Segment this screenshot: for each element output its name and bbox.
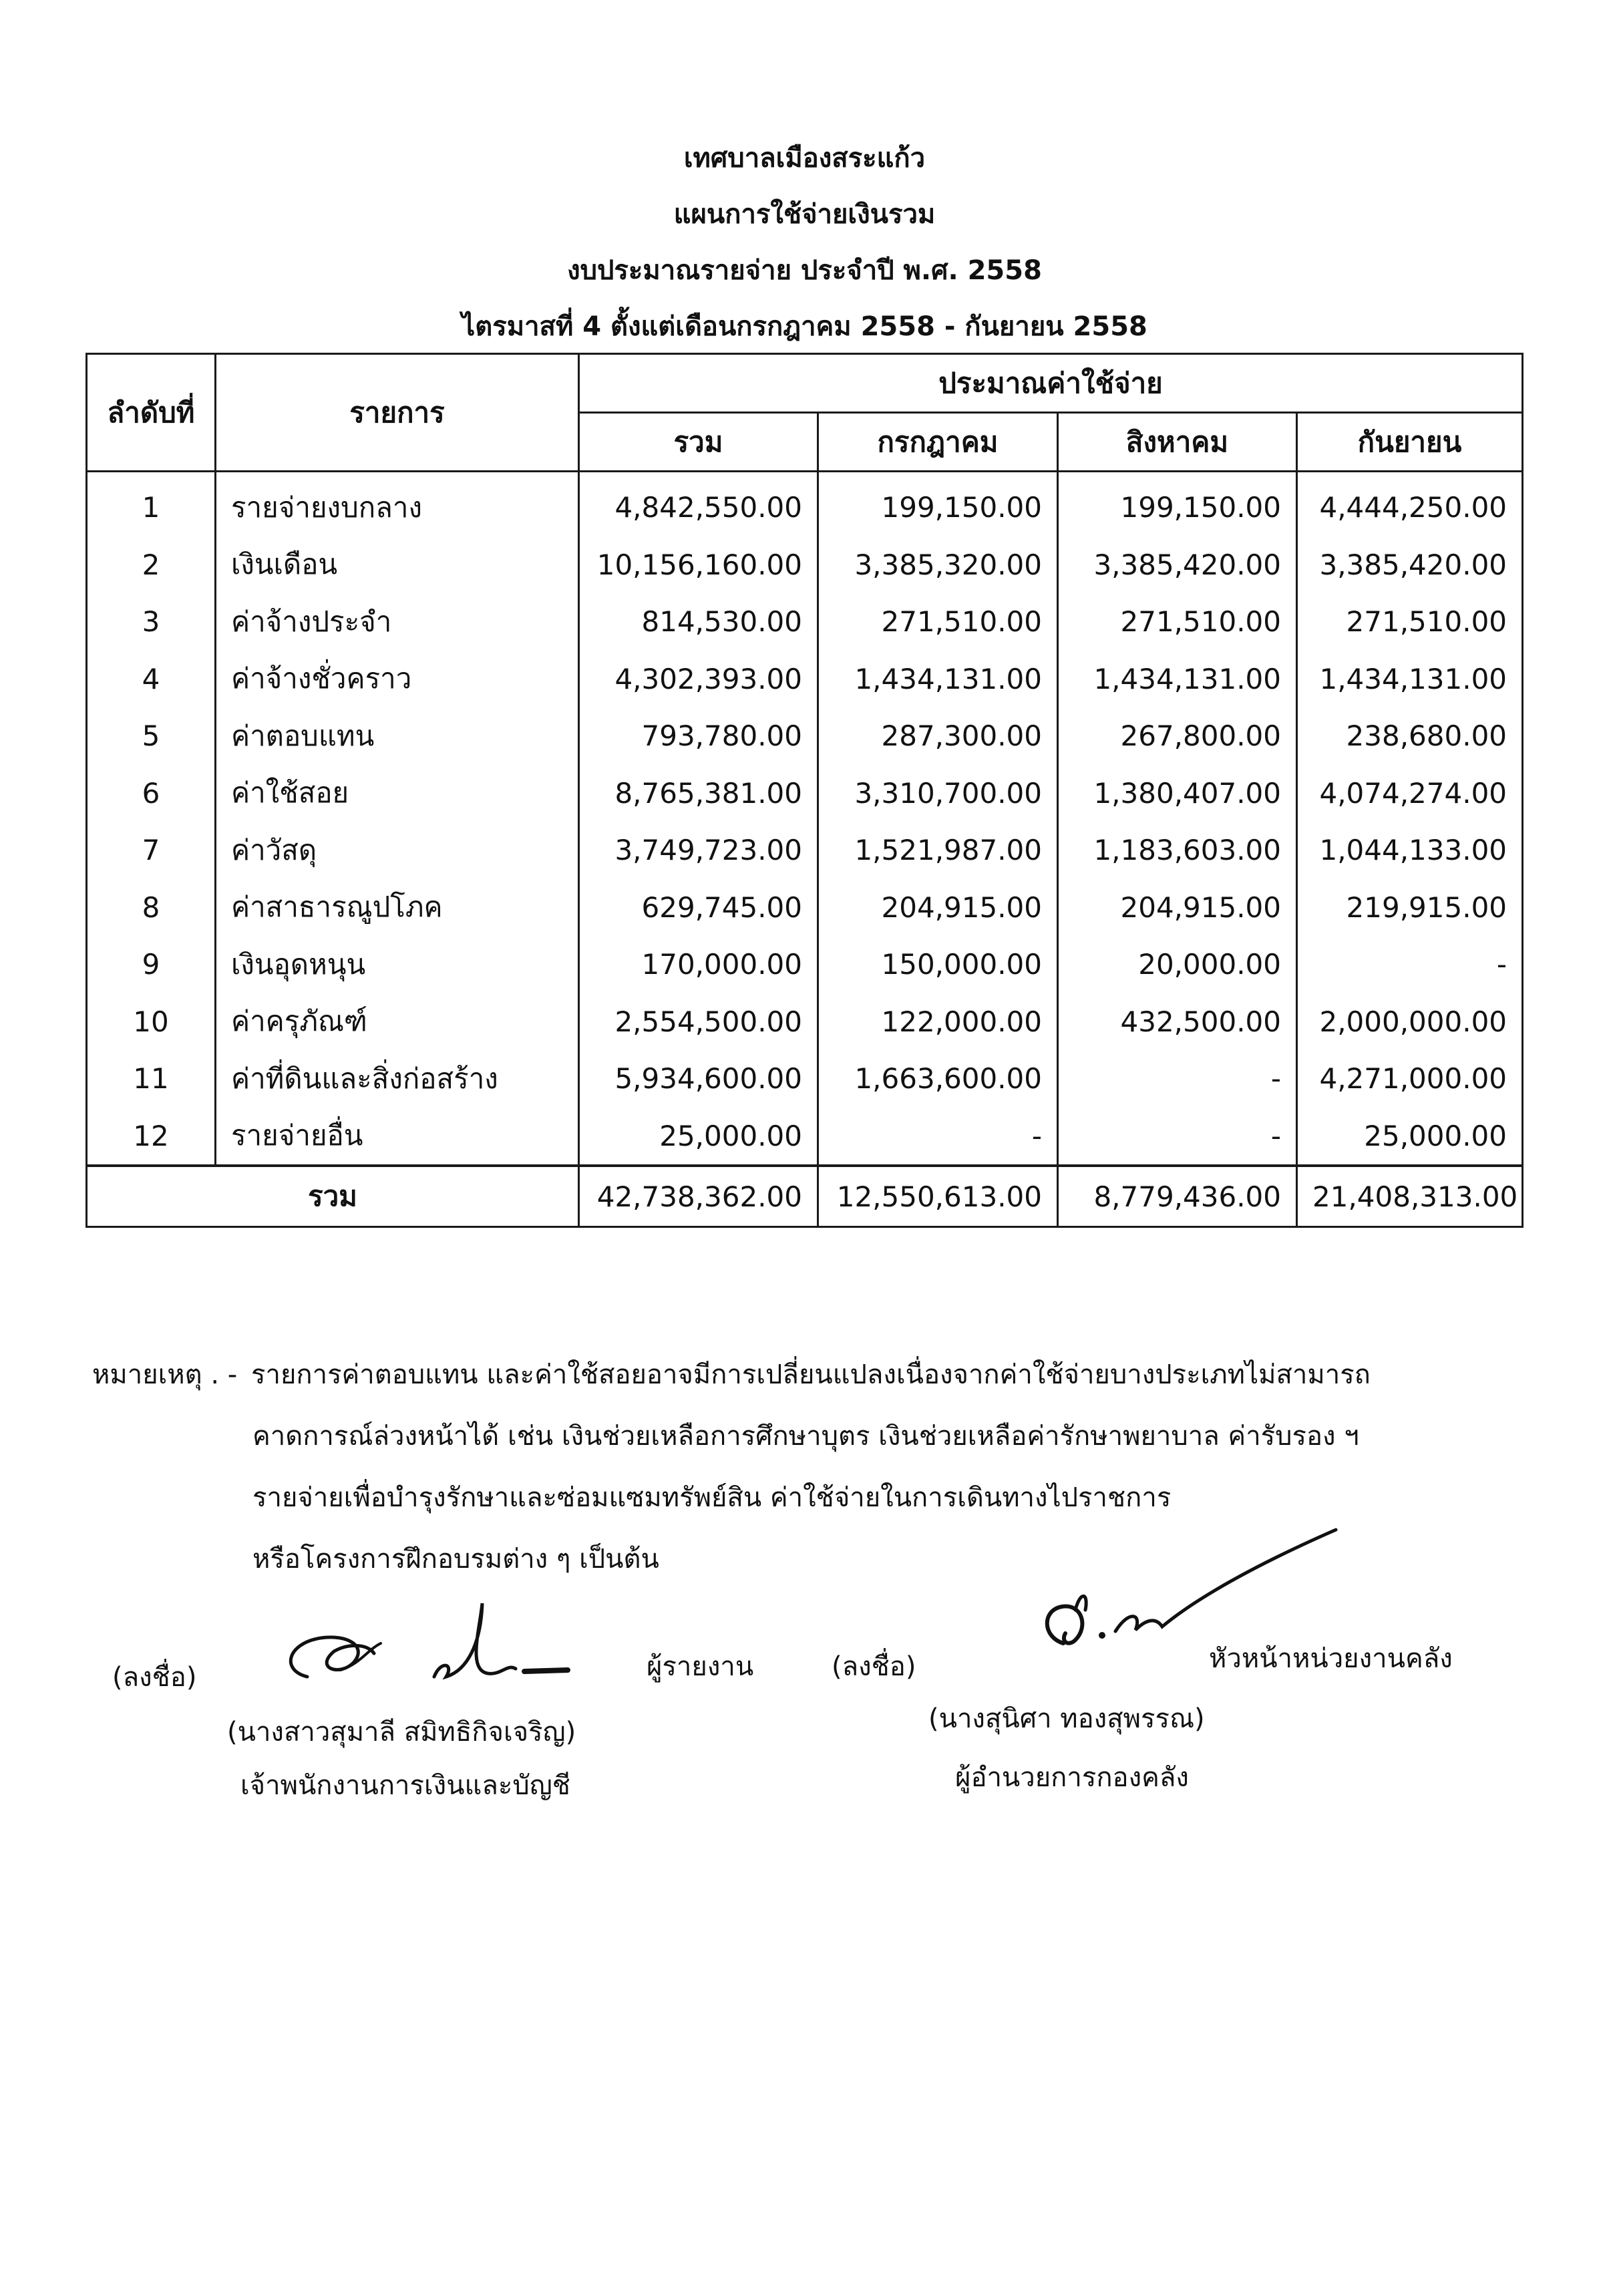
row-july: - [818,1108,1058,1166]
row-total: 629,745.00 [579,879,818,937]
row-september: 271,510.00 [1297,593,1523,651]
table-body [87,472,1523,1166]
budget-title: งบประมาณรายจ่าย ประจำปี พ.ศ. 2558 [567,255,1042,286]
col-header-september: กันยายน [1297,413,1523,472]
row-number: 9 [87,936,216,993]
left-signature-icon [267,1590,588,1710]
plan-title: แผนการใช้จ่ายเงินรวม [673,199,936,230]
row-total: 25,000.00 [579,1108,818,1166]
row-number: 7 [87,822,216,879]
left-role-label: ผู้รายงาน [647,1651,754,1682]
row-item: ค่าจ้างประจำ [216,593,579,651]
col-header-total: รวม [579,413,818,472]
row-august: 199,150.00 [1058,472,1297,536]
row-number: 12 [87,1108,216,1166]
left-signer-position: เจ้าพนักงานการเงินและบัญชี [240,1770,570,1801]
total-september: 21,408,313.00 [1297,1166,1523,1227]
remark-line-3: รายจ่ายเพื่อบำรุงรักษาและซ่อมแซมทรัพย์สิน ค่าใช้จ่ายในการเดินทางไปราชการ [252,1482,1172,1513]
table-row [87,651,1523,708]
table-row [87,1050,1523,1108]
right-signer-position: ผู้อำนวยการกองคลัง [955,1762,1189,1793]
col-header-july: กรกฎาคม [818,413,1058,472]
row-number: 8 [87,879,216,937]
row-july: 122,000.00 [818,993,1058,1051]
row-september: 2,000,000.00 [1297,993,1523,1051]
table-row [87,536,1523,594]
row-august: 20,000.00 [1058,936,1297,993]
row-number: 6 [87,765,216,822]
table-row [87,1108,1523,1166]
row-august: - [1058,1108,1297,1166]
row-total: 4,302,393.00 [579,651,818,708]
row-september: 4,074,274.00 [1297,765,1523,822]
row-total: 10,156,160.00 [579,536,818,594]
row-july: 204,915.00 [818,879,1058,937]
table-row [87,707,1523,765]
row-september: 3,385,420.00 [1297,536,1523,594]
row-item: ค่าครุภัณฑ์ [216,993,579,1051]
row-september: 238,680.00 [1297,707,1523,765]
row-july: 1,521,987.00 [818,822,1058,879]
col-header-item: รายการ [216,354,579,472]
row-july: 1,434,131.00 [818,651,1058,708]
remark-line-2: คาดการณ์ล่วงหน้าได้ เช่น เงินช่วยเหลือการศึกษาบุตร เงินช่วยเหลือค่ารักษาพยาบาล ค่ารับรอง ฯ [252,1421,1359,1452]
row-september: 219,915.00 [1297,879,1523,937]
row-number: 1 [87,472,216,536]
row-july: 3,310,700.00 [818,765,1058,822]
document-header [0,130,1609,355]
total-row [87,1166,1523,1227]
row-item: ค่าสาธารณูปโภค [216,879,579,937]
col-header-august: สิงหาคม [1058,413,1297,472]
table-row [87,593,1523,651]
row-number: 10 [87,993,216,1051]
row-july: 199,150.00 [818,472,1058,536]
row-august: 3,385,420.00 [1058,536,1297,594]
row-number: 3 [87,593,216,651]
table-row [87,765,1523,822]
row-july: 150,000.00 [818,936,1058,993]
row-august: - [1058,1050,1297,1108]
row-item: เงินเดือน [216,536,579,594]
col-header-group: ประมาณค่าใช้จ่าย [579,354,1523,413]
right-sign-prefix: (ลงชื่อ) [832,1651,916,1682]
row-total: 170,000.00 [579,936,818,993]
right-role-label: หัวหน้าหน่วยงานคลัง [1209,1643,1453,1674]
row-september: 1,434,131.00 [1297,651,1523,708]
col-header-no: ลำดับที่ [87,354,216,472]
total-august: 8,779,436.00 [1058,1166,1297,1227]
row-total: 8,765,381.00 [579,765,818,822]
grand-total: 42,738,362.00 [579,1166,818,1227]
row-item: เงินอุดหนุน [216,936,579,993]
row-september: - [1297,936,1523,993]
row-number: 2 [87,536,216,594]
row-august: 267,800.00 [1058,707,1297,765]
row-september: 25,000.00 [1297,1108,1523,1166]
row-number: 11 [87,1050,216,1108]
row-item: ค่าจ้างชั่วคราว [216,651,579,708]
row-july: 1,663,600.00 [818,1050,1058,1108]
row-item: รายจ่ายอื่น [216,1108,579,1166]
right-signer-name: (นางสุนิศา ทองสุพรรณ) [928,1703,1205,1734]
row-august: 204,915.00 [1058,879,1297,937]
row-september: 1,044,133.00 [1297,822,1523,879]
row-number: 4 [87,651,216,708]
row-august: 1,183,603.00 [1058,822,1297,879]
row-total: 814,530.00 [579,593,818,651]
row-total: 793,780.00 [579,707,818,765]
row-total: 5,934,600.00 [579,1050,818,1108]
table-row [87,822,1523,879]
row-number: 5 [87,707,216,765]
row-september: 4,271,000.00 [1297,1050,1523,1108]
quarter-title: ไตรมาสที่ 4 ตั้งแต่เดือนกรกฎาคม 2558 - กันยายน 2558 [462,311,1147,342]
total-label: รวม [87,1166,579,1227]
total-july: 12,550,613.00 [818,1166,1058,1227]
left-sign-prefix: (ลงชื่อ) [112,1662,197,1693]
row-august: 1,434,131.00 [1058,651,1297,708]
row-item: ค่าวัสดุ [216,822,579,879]
row-item: ค่าใช้สอย [216,765,579,822]
row-september: 4,444,250.00 [1297,472,1523,536]
row-july: 287,300.00 [818,707,1058,765]
row-item: รายจ่ายงบกลาง [216,472,579,536]
spending-plan-table [85,353,1524,1228]
row-item: ค่าที่ดินและสิ่งก่อสร้าง [216,1050,579,1108]
table-row [87,936,1523,993]
row-july: 3,385,320.00 [818,536,1058,594]
remark-line-1: รายการค่าตอบแทน และค่าใช้สอยอาจมีการเปลี่ยนแปลงเนื่องจากค่าใช้จ่ายบางประเภทไม่สามารถ [251,1359,1371,1390]
left-signer-name: (นางสาวสุมาลี สมิทธิกิจเจริญ) [227,1717,576,1748]
row-august: 432,500.00 [1058,993,1297,1051]
table-row [87,993,1523,1051]
table-row [87,472,1523,536]
row-total: 4,842,550.00 [579,472,818,536]
row-july: 271,510.00 [818,593,1058,651]
remark-line-4: หรือโครงการฝึกอบรมต่าง ๆ เป็นต้น [252,1544,659,1575]
row-august: 271,510.00 [1058,593,1297,651]
right-signature-icon [1029,1476,1376,1690]
org-name: เทศบาลเมืองสระแก้ว [683,143,926,174]
row-item: ค่าตอบแทน [216,707,579,765]
remark-label: หมายเหตุ . - [92,1359,238,1390]
row-august: 1,380,407.00 [1058,765,1297,822]
row-total: 2,554,500.00 [579,993,818,1051]
table-row [87,879,1523,937]
row-total: 3,749,723.00 [579,822,818,879]
